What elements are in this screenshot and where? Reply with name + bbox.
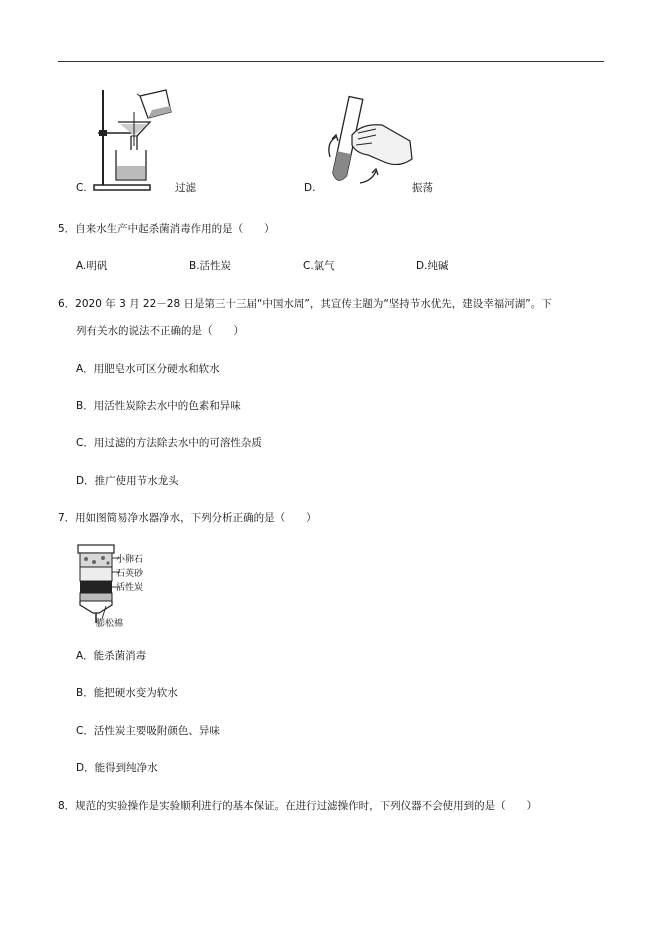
purifier-label-quartz-sand: 石英砂 xyxy=(116,569,144,579)
q6-option-a[interactable]: A．用肥皂水可区分硬水和软水 xyxy=(76,363,220,375)
q5-option-text: 氯气 xyxy=(313,260,335,272)
q4-option-c-letter[interactable]: C. xyxy=(76,182,87,194)
q5-option-letter: B. xyxy=(189,260,200,272)
q7-option-c[interactable]: C．活性炭主要吸附颜色、异味 xyxy=(76,725,220,737)
filtration-apparatus-icon xyxy=(90,82,200,197)
q7-stem: 7．用如图简易净水器净水，下列分析正确的是（ ） xyxy=(58,512,317,524)
q6-option-c[interactable]: C．用过滤的方法除去水中的可溶性杂质 xyxy=(76,437,262,449)
q5-option-text: 纯碱 xyxy=(427,260,449,272)
q5-option-text: 活性炭 xyxy=(199,260,232,272)
q7-option-b[interactable]: B．能把硬水变为软水 xyxy=(76,687,178,699)
q4-option-d-letter[interactable]: D. xyxy=(304,182,316,194)
q5-option-b[interactable] xyxy=(189,259,231,273)
q5-option-letter: C. xyxy=(303,260,314,272)
header-rule xyxy=(58,61,604,62)
q5-option-d[interactable] xyxy=(416,259,448,273)
q5-option-letter: D. xyxy=(416,260,428,272)
q5-option-text: 明矾 xyxy=(86,260,108,272)
q6-option-d[interactable]: D．推广使用节水龙头 xyxy=(76,475,179,487)
q5-option-letter: A. xyxy=(76,260,87,272)
test-tube-shaking-icon xyxy=(318,95,418,195)
q5-option-c[interactable] xyxy=(303,259,335,273)
purifier-label-activated-carbon: 活性炭 xyxy=(116,583,144,593)
q5-option-a[interactable] xyxy=(76,259,107,273)
q6-option-b[interactable]: B．用活性炭除去水中的色素和异味 xyxy=(76,400,241,412)
q6-stem-line1: 6．2020 年 3 月 22－28 日是第三十三届“中国水周”，其宣传主题为“坚持节水优先，建设幸福河湖”。下 xyxy=(58,298,552,310)
q8-stem: 8．规范的实验操作是实验顺利进行的基本保证。在进行过滤操作时，下列仪器不会使用到的是（ ） xyxy=(58,800,538,812)
q4-option-c-caption: 过滤 xyxy=(175,182,196,194)
q6-stem-line2: 列有关水的说法不正确的是（ ） xyxy=(76,325,244,337)
q5-stem: 5．自来水生产中起杀菌消毒作用的是（ ） xyxy=(58,223,275,235)
q7-option-a[interactable]: A．能杀菌消毒 xyxy=(76,650,147,662)
purifier-label-cotton: 膨松棉 xyxy=(96,619,124,629)
q7-option-d[interactable]: D．能得到纯净水 xyxy=(76,762,158,774)
q4-option-d-caption: 振荡 xyxy=(412,182,433,194)
purifier-label-pebbles: 小卵石 xyxy=(116,555,144,565)
